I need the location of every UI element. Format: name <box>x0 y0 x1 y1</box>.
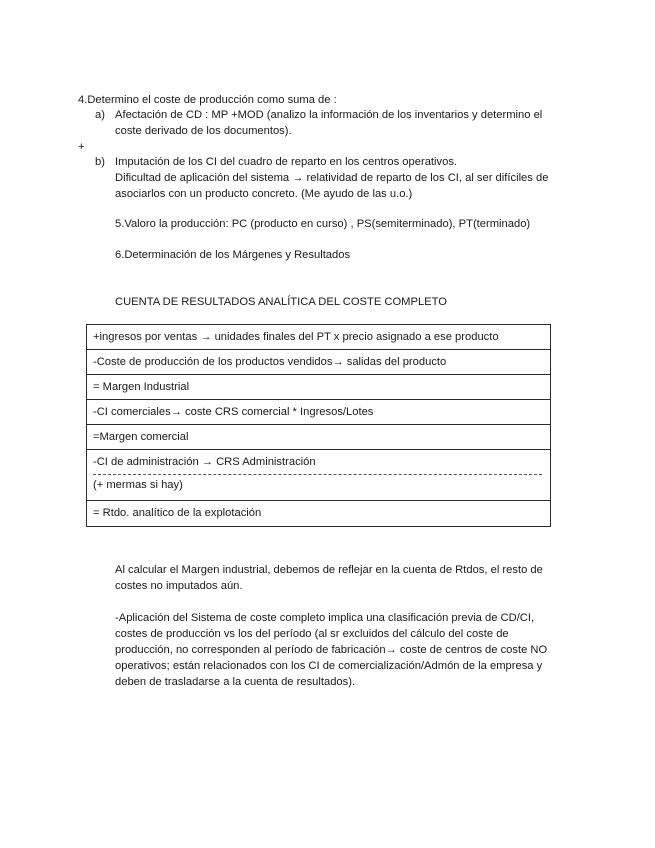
table-row: -Coste de producción de los productos vendidos→ salidas del producto <box>87 350 550 375</box>
table-title: CUENTA DE RESULTADOS ANALÍTICA DEL COSTE COMPLETO <box>115 296 447 308</box>
item-b-marker: b) <box>95 156 105 168</box>
table-row: = Margen Industrial <box>87 375 550 400</box>
table-row-administration-label: -CI de administración → CRS Administración <box>93 456 316 468</box>
item-a-line2: coste derivado de los documentos). <box>115 125 292 137</box>
step-6: 6.Determinación de los Márgenes y Resultados <box>115 249 351 261</box>
table-row-mermas: (+ mermas si hay) <box>93 479 183 491</box>
intro-text: 4.Determino el coste de producción como suma de : <box>78 94 337 106</box>
table-row: = Rtdo. analítico de la explotación <box>93 507 262 519</box>
results-table <box>86 324 551 527</box>
table-row: =Margen comercial <box>87 425 550 450</box>
note-line: costes de producción vs los del período (al sr excluidos del cálculo del coste de <box>115 628 509 640</box>
note-line: Al calcular el Margen industrial, debemos de reflejar en la cuenta de Rtdos, el resto de <box>115 564 543 576</box>
item-b-line1: Imputación de los CI del cuadro de reparto en los centros operativos. <box>115 156 458 168</box>
table-row: +ingresos por ventas → unidades finales del PT x precio asignado a ese producto <box>87 325 550 350</box>
table-row: -CI comerciales→ coste CRS comercial * Ingresos/Lotes <box>87 400 550 425</box>
item-a-marker: a) <box>95 109 105 121</box>
plus-marker: + <box>78 141 85 153</box>
note-line: costes no imputados aún. <box>115 580 243 592</box>
table-row-administration <box>87 450 550 501</box>
note-line: producción, no corresponden al período de fabricación→ coste de centros de coste NO <box>115 644 548 656</box>
item-b-line3: asociarlos con un producto concreto. (Me ayudo de las u.o.) <box>115 188 413 200</box>
dashed-divider <box>93 474 542 475</box>
item-b-line2: Dificultad de aplicación del sistema → relatividad de reparto de los CI, al ser difíciles de <box>115 172 549 184</box>
note-system-application <box>115 610 547 690</box>
item-a-line1: Afectación de CD : MP +MOD (analizo la información de los inventarios y determino el <box>115 109 543 121</box>
note-margin-industrial <box>115 562 543 594</box>
note-line: deben de trasladarse a la cuenta de resultados). <box>115 676 356 688</box>
step-5: 5.Valoro la producción: PC (producto en curso) , PS(semiterminado), PT(terminado) <box>115 218 531 230</box>
note-line: operativos; están relacionados con los CI de comercialización/Admón de la empresa y <box>115 660 543 672</box>
note-line: -Aplicación del Sistema de coste completo implica una clasificación previa de CD/CI, <box>115 612 535 624</box>
